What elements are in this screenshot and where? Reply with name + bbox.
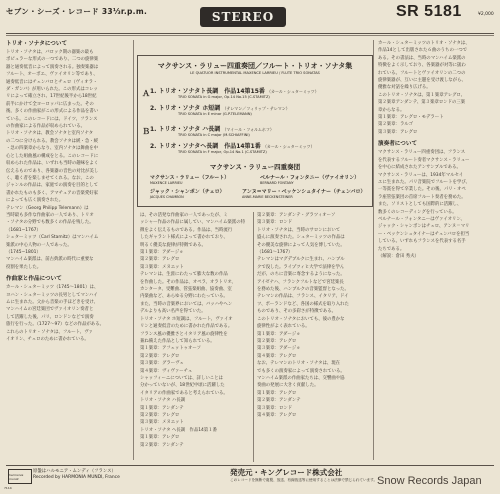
text-line: 第３楽章：グラーヴェ bbox=[140, 361, 184, 367]
text-line: ッシャー作品の作品に属してい、マンハイム楽派の特 bbox=[140, 220, 245, 226]
text-line: （1681−1767） bbox=[6, 227, 41, 233]
track-a2-en: TRIO SONATA in E minor (G.P.TELEMANN) bbox=[178, 112, 252, 116]
track-a1 bbox=[150, 86, 319, 95]
performer-flute: マクサンス・ラリュー（フルート） bbox=[150, 175, 230, 181]
text-line: なお、テレマンのトリオ・ソナタは、現在 bbox=[257, 361, 341, 367]
text-line: 第１楽章：アンダンテ bbox=[140, 405, 184, 411]
text-line: 心とした組曲風の構成をとる。このレコードに bbox=[6, 153, 99, 159]
text-line: して活躍した後、パリ、ロンドンなどで演奏 bbox=[6, 314, 94, 320]
text-line: 第２楽章：アレグロ bbox=[140, 257, 180, 263]
track-b2-en: TRIO SONATA in F major, Op.14 No.1 (C.STAMITZ) bbox=[178, 150, 267, 154]
text-line: マンハイムの宮廷楽団でヴァイオリン奏者と bbox=[6, 307, 94, 313]
track-b2 bbox=[150, 141, 315, 150]
section-heading: 作曲家と作品について bbox=[6, 276, 62, 283]
text-line: シュターミッツ（Carl Stamitz）はマンハイム bbox=[6, 235, 99, 241]
text-line: の二つに分けられる。教会ソナタは緩・急・緩 bbox=[6, 138, 98, 144]
ensemble-name: マクサンス・ラリュー四重奏団 bbox=[209, 163, 301, 171]
copyright-notice: このレコードを無断で複製、放送、有線放送等に使用することは法律で禁じられています。 bbox=[230, 478, 378, 482]
text-line: トリオ・ソナタ ハ長調 bbox=[140, 398, 186, 404]
text-line: カール・シュターミッツ（1745〜1801）は、 bbox=[6, 285, 99, 291]
text-line: ダ・ガンバ）が用いられた。この形式はコレッ bbox=[6, 87, 98, 93]
text-line: テレマンは、生涯にわたって膨大な数の作品 bbox=[140, 272, 228, 278]
text-line: している。いずれもフランスを代表する名手 bbox=[378, 239, 466, 245]
liner-notes-mid-left bbox=[140, 212, 250, 462]
text-line: これらのトリオ・ソナタは、フルート、ヴァ bbox=[6, 329, 93, 335]
text-line: ・ソナタの分野でも数多くの作品を残した。 bbox=[6, 220, 94, 226]
text-line: 第２楽章：アンダンテ bbox=[140, 442, 184, 448]
text-line: また、ソリストとしても国際的に活躍し、 bbox=[378, 202, 462, 208]
text-line: トリオ・ソナタは、教会ソナタと室内ソナタ bbox=[6, 131, 94, 137]
recorded-credit-en: Recorded by HARMONIA MUNDI, France bbox=[33, 475, 120, 480]
text-line: ー・ベッケンシュタイナーはチェンバロを担当 bbox=[378, 231, 470, 237]
text-line: 盛んに演奏された。シュターミッツの作品は bbox=[257, 235, 345, 241]
text-line: 第３楽章：メヌエット bbox=[140, 264, 184, 270]
text-line: 章からなる。 bbox=[378, 107, 405, 113]
text-line: リによって確立され、17世紀後半から18世紀 bbox=[6, 94, 97, 100]
text-line: （解説：倉田 秀夫） bbox=[378, 253, 419, 259]
text-line: 旋律性がよく表れている。 bbox=[257, 324, 310, 330]
text-line: によっても広く演奏された。 bbox=[6, 198, 64, 204]
text-line: 器と通奏低音によって演奏される。独奏楽器は bbox=[6, 64, 99, 70]
text-line: 第３楽章：ロンド bbox=[257, 220, 293, 226]
track-num: 2. bbox=[150, 105, 157, 112]
text-line: 奏曲の発展に大きく貢献した。 bbox=[257, 383, 319, 389]
track-num: 1. bbox=[150, 126, 157, 133]
text-line: ものであり、その多彩さが特徴である。 bbox=[257, 309, 337, 315]
text-line: ジャンルの作品は、家庭での演奏を目的として bbox=[6, 183, 99, 189]
text-line: 第１楽章：アダージョ bbox=[257, 331, 301, 337]
text-line: 分かっていないが、18世紀中頃に活躍した bbox=[140, 383, 225, 389]
text-line: 第２楽章：アレグロ bbox=[140, 353, 180, 359]
track-a2 bbox=[150, 103, 290, 112]
text-line: 第４楽章：アレグロ bbox=[257, 353, 297, 359]
track-num: 1. bbox=[150, 88, 157, 95]
text-line: イタリアの作曲家であると考えられている。 bbox=[140, 390, 228, 396]
liner-notes-right bbox=[378, 40, 494, 460]
track-a1-en: TRIO SONATA in G major, Op.14 No.15 (C.STAMITZ) bbox=[178, 95, 270, 99]
text-line: ヨハン・シュターミッツの長男としてマンハイ bbox=[6, 292, 98, 298]
text-line: その優美な旋律によって人気を博していた。 bbox=[257, 242, 345, 248]
text-line: カール・シュターミッツのトリオ・ソナタは、 bbox=[378, 41, 470, 46]
text-line: 前半にかけて全ヨーロッパに広まった。その bbox=[6, 101, 94, 107]
column-divider bbox=[133, 40, 134, 460]
text-line: また、当時の音楽界においては、バッハやヘン bbox=[140, 301, 233, 307]
text-line: カンタータ、受難曲、管弦楽組曲、協奏曲、室 bbox=[140, 287, 232, 293]
side-b-label: Ｂ bbox=[142, 127, 150, 136]
text-line: ムに生まれた。父から音楽の手ほどきを受け、 bbox=[6, 300, 99, 305]
text-line: 数多くのレコーディングを行っている。 bbox=[378, 209, 457, 215]
text-line: 第２楽章：アンダンテ bbox=[257, 398, 301, 404]
text-line: 第４楽章：アレグロ bbox=[257, 412, 297, 418]
text-line: マクサンス・ラリュー四重奏団は、フランス bbox=[378, 150, 466, 156]
liner-notes-mid-right bbox=[257, 212, 369, 462]
text-line: テレマンの作品は、フランス、イタリア、ドイ bbox=[257, 294, 349, 300]
track-title: トリオ・ソナタ ハ長調 bbox=[158, 126, 221, 133]
text-line: の作曲家による作品が収められている。 bbox=[6, 124, 86, 130]
text-line: 徴をよく伝えるものである。作品は、当時流行 bbox=[140, 227, 233, 233]
text-line: シャッフィーニについては、詳しいことは bbox=[140, 375, 223, 381]
logo-text: harmonia mundi bbox=[9, 472, 24, 481]
text-line: 楽派の中心人物の一人であった。 bbox=[6, 242, 72, 248]
text-line: 第３楽章：メヌエット bbox=[140, 420, 184, 426]
section-heading: 演奏者について bbox=[378, 141, 418, 148]
text-line: 旋律楽器が、互いに主題を受け渡しながら、 bbox=[378, 78, 466, 84]
header-divider bbox=[6, 33, 494, 34]
track-b1 bbox=[150, 124, 274, 133]
text-line: を作曲した。その作品は、オペラ、オラトリオ、 bbox=[140, 279, 236, 285]
text-line: ラ座管弦楽団の首席フルート奏者を務めた。 bbox=[378, 194, 466, 200]
text-line: たちである。 bbox=[378, 246, 405, 252]
stereo-badge bbox=[200, 7, 286, 27]
text-line: 書かれたものも多く、アマチュアの音楽愛好家 bbox=[6, 190, 98, 196]
text-line: は、その活発な作曲家の一人であったが、ミ bbox=[140, 213, 228, 218]
text-line: ポピュラーな形式の一つであり、二つの旋律楽 bbox=[6, 57, 99, 63]
text-line: マクサンス・ラリューは、1934年マルセイ bbox=[378, 172, 464, 178]
text-line: く、聴く者を楽しませてくれる。なお、この bbox=[6, 175, 94, 181]
text-line: このトリオ・ソナタにおいても、彼の豊かな bbox=[257, 316, 345, 322]
text-line: 内楽曲など、あらゆる分野にわたっている。 bbox=[140, 294, 228, 300]
text-line: リンと通奏低音のために書かれた作品である。 bbox=[140, 324, 233, 330]
text-line: 第１楽章：アレグロ・モデラート bbox=[378, 115, 444, 121]
text-line: 第１楽章：アレグロ bbox=[140, 435, 180, 441]
catalog-number: SR 5181 bbox=[396, 3, 462, 20]
track-composer: （テレマン／フィリップ・テレマン） bbox=[222, 106, 290, 111]
text-line: 役割を果たした。 bbox=[6, 264, 42, 270]
text-line: 第２楽章：アレグロ bbox=[140, 412, 180, 418]
text-line: 収められた作品は、いずれも当時の趣味をよく bbox=[6, 161, 99, 167]
text-line: （1681〜1767） bbox=[257, 250, 293, 256]
watermark: Snow Records Japan bbox=[377, 475, 482, 487]
text-line: 伝えるものであり、各楽器の音色の対比が美し bbox=[6, 168, 99, 174]
text-line: テレマン（Georg Philipp Telemann）は bbox=[6, 205, 89, 211]
text-line: 第１楽章：アレグロ bbox=[257, 390, 297, 396]
text-line: を中心に結成されたアンサンブルである。 bbox=[378, 165, 461, 171]
price: ¥2,000 bbox=[478, 12, 494, 17]
track-title: トリオ・ソナタト長調 作品14第15番 bbox=[158, 88, 265, 95]
text-line: 第１楽章：アフェットゥオーソ bbox=[140, 346, 201, 352]
recorded-credit-jp: 原盤はハルモニア・ムンディ（フランス） bbox=[33, 469, 116, 474]
text-line: 第２楽章：アレグロ bbox=[257, 338, 297, 344]
text-line: 第２楽章：ラルゴ bbox=[378, 122, 413, 128]
text-line: でも多くの演奏家によって演奏されている。 bbox=[257, 368, 345, 374]
text-line: クで没した。ライプツィヒ大学で法律を学ん bbox=[257, 264, 345, 270]
harmonia-mundi-logo bbox=[8, 469, 32, 484]
text-line: 特徴をよく示しており、各楽器が対等に扱わ bbox=[378, 63, 466, 69]
text-line: アイゼナハ、フランクフルトなどで宮廷楽長 bbox=[257, 279, 344, 285]
text-line: れている。フルートとヴァイオリンの二つの bbox=[378, 70, 466, 76]
section-heading: トリオ・ソナタについて bbox=[6, 41, 68, 47]
text-line: を代表するフルート奏者マクサンス・ラリュー bbox=[378, 157, 470, 163]
text-line: 第３楽章：ロンド bbox=[257, 405, 293, 411]
track-title: トリオ・ソナタヘ長調 作品14第1番 bbox=[158, 143, 261, 150]
track-composer: （カール・シュターミッツ） bbox=[262, 144, 315, 149]
text-line: 優雅な対話を繰り広げる。 bbox=[378, 85, 431, 91]
side-number: 7114 bbox=[4, 486, 12, 490]
text-line: このトリオ・ソナタは、第１楽章アレグロ、 bbox=[378, 92, 466, 98]
track-composer: （マイール・フォルムホフ） bbox=[222, 127, 274, 132]
text-line: 当時最も多作な作曲家の一人であり、トリオ bbox=[6, 212, 94, 218]
track-title: トリオ・ソナタ ホ短調 bbox=[158, 105, 221, 112]
text-line: トリオ・ソナタは、バロック期の器楽の最も bbox=[6, 50, 94, 55]
stereo-label: STEREO bbox=[211, 10, 275, 24]
text-line: フランス風の優雅さとイタリア風の旋律性を bbox=[140, 331, 228, 337]
text-line: トリオ・ソナタは、当時のサロンにおいて bbox=[257, 227, 341, 233]
performer-cello-en: JACQUES CHAMBON bbox=[150, 195, 184, 199]
header-divider-thin bbox=[6, 35, 494, 36]
text-line: 第３楽章：アダージョ bbox=[257, 346, 301, 352]
performer-violin-en: BERNARD FONTANY bbox=[260, 181, 294, 185]
text-line: ・急の四楽章からなり、室内ソナタは舞曲を中 bbox=[6, 146, 98, 152]
liner-notes-left bbox=[6, 40, 130, 460]
performer-cello: ジャック・シャンボン（チェロ） bbox=[150, 189, 225, 195]
text-line: したギャラント様式によって書かれており、 bbox=[140, 235, 228, 241]
track-composer: （カール・シュターミッツ） bbox=[267, 89, 319, 94]
text-line: だが、のちに音楽に専念するようになった。 bbox=[257, 272, 345, 278]
performer-harpsichord: アンヌ＝マリー・ベッケンシュタイナー（チェンバロ） bbox=[242, 189, 366, 195]
text-line: 明るく優美な旋律が特徴である。 bbox=[140, 242, 206, 248]
tracklist-box bbox=[137, 55, 373, 207]
recorded-credit bbox=[33, 469, 120, 481]
text-line: トリオ・ソナタ ヘ長調 作品14第１番 bbox=[140, 427, 217, 433]
track-num: 2. bbox=[150, 143, 157, 150]
text-line: を務めた後、ハンブルクの音楽監督となった。 bbox=[257, 287, 349, 293]
album-title: マクサンス・ラリュー四重奏団／フルート・トリオ・ソナタ集 bbox=[157, 62, 353, 70]
text-line: 旅行を行った。（1727〜97）などの作品がある。 bbox=[6, 322, 104, 328]
album-subtitle: LE QUATUOR INSTRUMENTAL MAXENCE LARRIEU / FLUTE TRIO SONATAS bbox=[190, 71, 320, 75]
text-line: 後、多くの作曲家がこの形式による作品を書い bbox=[6, 109, 99, 115]
column-divider bbox=[253, 212, 254, 462]
text-line: 作品14として出版された６曲のうちの一つで bbox=[378, 48, 468, 54]
performer-flute-en: MAXENCE LARRIEU bbox=[150, 181, 183, 185]
side-a-label: Ａ bbox=[142, 89, 150, 98]
column-divider bbox=[373, 40, 374, 460]
text-line: イオリン、チェロのために書かれている。 bbox=[6, 337, 89, 343]
text-line: デルよりも高い名声を得ていた。 bbox=[140, 309, 206, 315]
text-line: トリオ・ソナタ ホ短調は、フルート、ヴァイオ bbox=[140, 316, 233, 322]
performer-harpsichord-en: ANNE-MARIE BECKENSTEINER bbox=[242, 195, 293, 199]
text-line: ツ、ポーランドなど、各国の様式を取り入れた bbox=[257, 301, 349, 307]
footer-divider bbox=[6, 465, 494, 466]
text-line: ある。その書法は、当時のマンハイム楽派の bbox=[378, 55, 466, 61]
track-b1-en: TRIO SONATA in C major (M.SCHIAFFINI) bbox=[178, 133, 250, 137]
text-line: 一等賞を得て卒業した。その後、パリ・オペ bbox=[378, 187, 466, 193]
text-line: （1745−1801） bbox=[6, 249, 41, 255]
text-line: 第１楽章：アダージョ bbox=[140, 250, 184, 256]
text-line: ジャック・シャンボンはチェロ、アンヌ＝マリ bbox=[378, 224, 470, 230]
performer-violin: ベルナール・フォンタニー（ヴァイオリン） bbox=[260, 175, 360, 181]
text-line: マンハイム楽派は、前古典派の時代に重要な bbox=[6, 257, 94, 263]
text-line: 第４楽章：ヴィヴァーチェ bbox=[140, 368, 193, 374]
text-line: 第２楽章：アンダンテ・グラツィオーソ bbox=[257, 213, 336, 218]
text-line: ている。このレコードには、ドイツ、フランス bbox=[6, 116, 98, 122]
text-line: 第３楽章：アレグロ bbox=[378, 129, 418, 135]
text-line: テレマンはマグデブルクに生まれ、ハンブル bbox=[257, 257, 345, 263]
text-line: 兼ね備えた作品として知られている。 bbox=[140, 338, 215, 344]
text-line: フルート、オーボエ、ヴァイオリン等であり、 bbox=[6, 72, 98, 78]
publisher: 発売元・キングレコード株式会社 bbox=[230, 468, 343, 477]
text-line: マンハイム楽派の作曲家たちは、交響曲や協 bbox=[257, 375, 345, 381]
label-title: セブン・シーズ・レコード 33⅓r.p.m. bbox=[6, 7, 148, 16]
text-line: 通奏低音にはチェンバロとチェロ（ヴィオラ・ bbox=[6, 79, 98, 85]
text-line: ユに生まれた。パリ音楽院でフルートを学び、 bbox=[378, 179, 470, 185]
text-line: 第２楽章アンダンテ、第３楽章ロンドの三楽 bbox=[378, 100, 466, 106]
text-line: ベルナール・フォンタニーはヴァイオリン、 bbox=[378, 216, 465, 222]
